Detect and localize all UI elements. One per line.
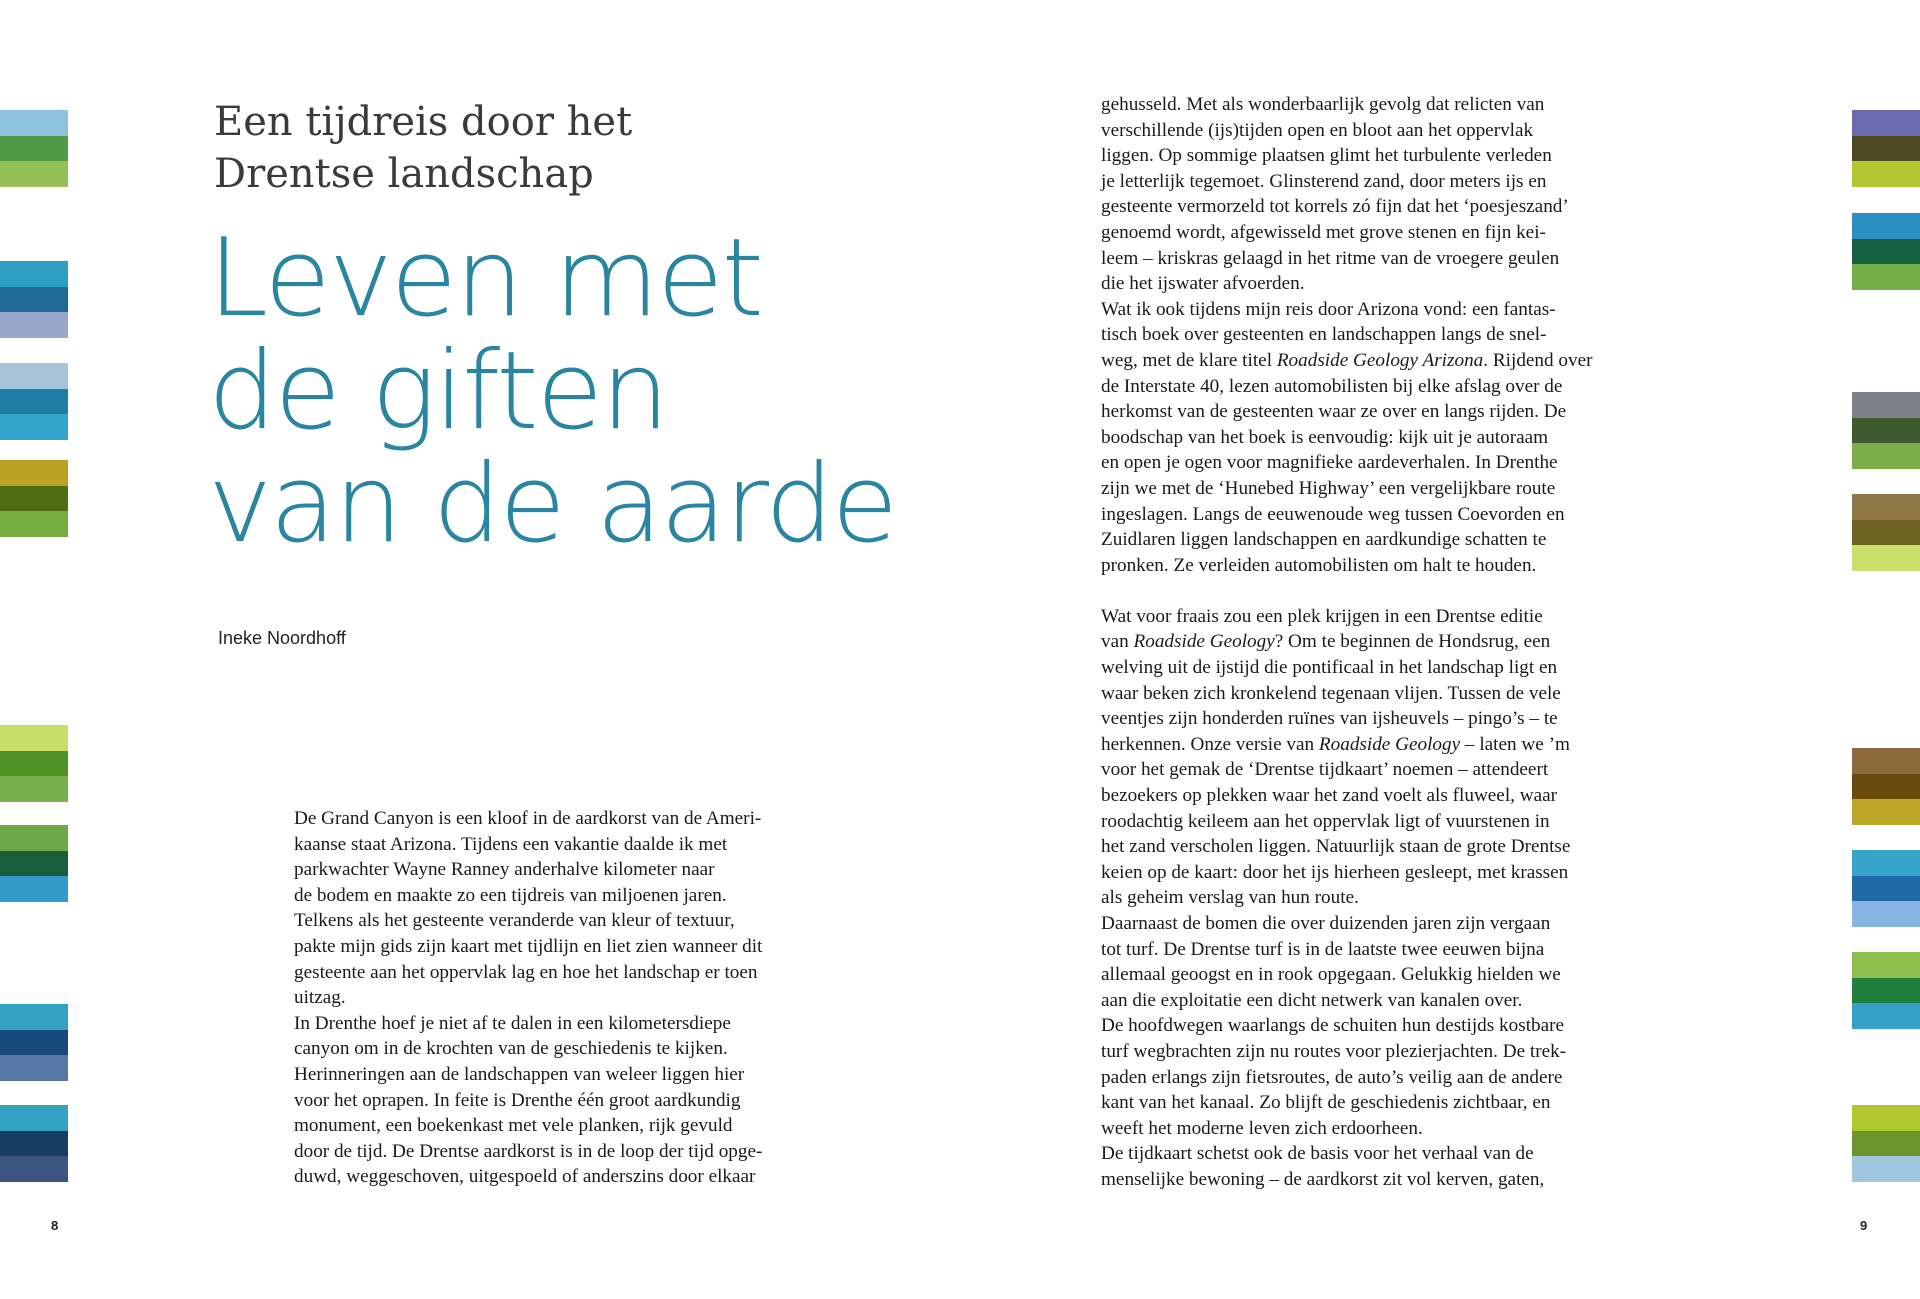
- body-line: [1101, 732, 1631, 758]
- author-name: Ineke Noordhoff: [218, 628, 346, 648]
- text-run: bezoekers op plekken waar het zand voelt als fluweel, waar: [1101, 785, 1558, 807]
- swatch-group: [1852, 110, 1920, 187]
- color-swatch: [0, 460, 68, 486]
- body-line: [1101, 629, 1631, 655]
- text-run: weeft het moderne leven zich erdoorheen.: [1101, 1117, 1423, 1139]
- swatch-group: [0, 261, 68, 338]
- color-swatch: [0, 161, 68, 187]
- body-line: [1101, 425, 1631, 451]
- swatch-group: [1852, 494, 1920, 571]
- color-swatch: [1852, 418, 1920, 444]
- text-run: verschillende (ijs)tijden open en bloot aan het oppervlak: [1101, 119, 1534, 141]
- body-line: [1101, 809, 1631, 835]
- color-swatch: [0, 1030, 68, 1056]
- color-swatch: [1852, 774, 1920, 800]
- color-swatch: [0, 1055, 68, 1081]
- text-run: aan die exploitatie een dicht netwerk van kanalen over.: [1101, 989, 1523, 1011]
- body-line: uitzag.: [294, 987, 346, 1009]
- body-line: [1101, 220, 1631, 246]
- body-line: [1101, 143, 1631, 169]
- color-swatch: [1852, 520, 1920, 546]
- text-run: genoemd wordt, afgewisseld met grove stenen en fijn kei-: [1101, 221, 1546, 243]
- body-line: [1101, 911, 1631, 937]
- body-line: de bodem en maakte zo een tijdreis van miljoenen jaren.: [294, 884, 727, 906]
- color-swatch: [1852, 876, 1920, 902]
- title-line: de giften: [208, 329, 668, 454]
- swatch-group: [0, 460, 68, 537]
- text-run: Wat voor fraais zou een plek krijgen in een Drentse editie: [1101, 605, 1543, 627]
- page-number-left: 8: [51, 1218, 59, 1233]
- color-swatch: [1852, 110, 1920, 136]
- body-line: [1101, 1065, 1631, 1091]
- body-line: De Grand Canyon is een kloof in de aardkorst van de Ameri-: [294, 808, 762, 829]
- kicker-heading: [214, 96, 754, 200]
- color-swatch: [0, 287, 68, 313]
- body-line: pakte mijn gids zijn kaart met tijdlijn en liet zien wanneer dit: [294, 935, 763, 957]
- body-line: [1101, 1013, 1631, 1039]
- body-line: [1101, 757, 1631, 783]
- color-swatch: [1852, 239, 1920, 265]
- text-run: pronken. Ze verleiden automobilisten om halt te houden.: [1101, 554, 1537, 576]
- color-swatch: [1852, 1003, 1920, 1029]
- body-line: kaanse staat Arizona. Tijdens een vakantie daalde ik met: [294, 833, 728, 855]
- text-run: . Rijdend over: [1483, 349, 1593, 371]
- swatch-group: [0, 363, 68, 440]
- text-run: de Interstate 40, lezen automobilisten bij elke afslag over de: [1101, 375, 1563, 397]
- body-line: [1101, 1116, 1631, 1142]
- color-swatch: [0, 486, 68, 512]
- text-run: weg, met de klare titel: [1101, 349, 1277, 371]
- body-line: parkwachter Wayne Ranney anderhalve kilometer naar: [294, 859, 715, 881]
- color-swatch: [1852, 494, 1920, 520]
- text-run: veentjes zijn honderden ruïnes van ijsheuvels – pingo’s – te: [1101, 708, 1558, 730]
- text-run: tot turf. De Drentse turf is in de laatste twee eeuwen bijna: [1101, 938, 1545, 960]
- body-line: [1101, 502, 1631, 528]
- text-run: herkomst van de gesteenten waar ze over en langs rijden. De: [1101, 401, 1567, 423]
- text-run: roodachtig keileem aan het oppervlak ligt of vuurstenen in: [1101, 810, 1550, 832]
- body-line: [1101, 937, 1631, 963]
- body-line: [1101, 374, 1631, 400]
- left-body-text: [294, 806, 824, 1190]
- text-run: Wat ik ook tijdens mijn reis door Arizona vond: een fantas-: [1101, 298, 1556, 320]
- color-swatch: [0, 511, 68, 537]
- article-title: [208, 216, 908, 567]
- body-line: [1101, 1039, 1631, 1065]
- body-line: [1101, 399, 1631, 425]
- color-swatch: [1852, 748, 1920, 774]
- body-line: [1101, 834, 1631, 860]
- body-line: [1101, 246, 1631, 272]
- color-swatch: [0, 312, 68, 338]
- body-line: Telkens als het gesteente veranderde van kleur of textuur,: [294, 910, 735, 932]
- color-swatch: [0, 1156, 68, 1182]
- kicker-line: Een tijdreis door het: [214, 99, 633, 145]
- text-run: welving uit de ijstijd die pontificaal in het landschap ligt en: [1101, 657, 1558, 679]
- text-run: voor het gemak de ‘Drentse tijdkaart’ noemen – attendeert: [1101, 759, 1549, 781]
- body-line: [1101, 297, 1631, 323]
- color-swatch: [0, 363, 68, 389]
- body-line: [1101, 860, 1631, 886]
- text-run: paden erlangs zijn fietsroutes, de auto’s veilig aan de andere: [1101, 1066, 1563, 1088]
- text-run: liggen. Op sommige plaatsen glimt het turbulente verleden: [1101, 145, 1552, 167]
- text-run: boodschap van het boek is eenvoudig: kijk uit je autoraam: [1101, 426, 1549, 448]
- body-line: [1101, 1090, 1631, 1116]
- color-swatch: [1852, 264, 1920, 290]
- title-line: van de aarde: [208, 442, 897, 567]
- body-line: [1101, 169, 1631, 195]
- body-line: [1101, 604, 1631, 630]
- swatch-group: [1852, 392, 1920, 469]
- text-run: als geheim verslag van hun route.: [1101, 887, 1359, 909]
- body-line: [1101, 783, 1631, 809]
- page-number-right: 9: [1860, 1218, 1868, 1233]
- text-run: tisch boek over gesteenten en landschappen langs de snel-: [1101, 324, 1547, 346]
- text-run: gesteente vermorzeld tot korrels zó fijn dat het ‘poesjeszand’: [1101, 196, 1569, 218]
- text-run: herkennen. Onze versie van: [1101, 733, 1319, 755]
- body-line: [1101, 348, 1631, 374]
- body-line: Herinneringen aan de landschappen van weleer liggen hier: [294, 1063, 745, 1085]
- book-title-italic: Roadside Geology Arizona: [1276, 349, 1484, 371]
- color-swatch: [1852, 901, 1920, 927]
- color-swatch: [0, 261, 68, 287]
- color-swatch: [0, 414, 68, 440]
- color-swatch: [0, 110, 68, 136]
- text-run: ingeslagen. Langs de eeuwenoude weg tussen Coevorden en: [1101, 503, 1565, 525]
- text-run: Zuidlaren liggen landschappen en aardkundige schatten te: [1101, 529, 1547, 551]
- title-line: Leven met: [208, 216, 762, 341]
- color-swatch: [0, 1105, 68, 1131]
- body-line: door de tijd. De Drentse aardkorst is in de loop der tijd opge-: [294, 1140, 763, 1162]
- body-line: [1101, 706, 1631, 732]
- text-run: het zand verscholen liggen. Natuurlijk staan de grote Drentse: [1101, 836, 1571, 858]
- swatch-group: [1852, 748, 1920, 825]
- text-run: je letterlijk tegemoet. Glinsterend zand, door meters ijs en: [1101, 170, 1547, 192]
- body-line: [1101, 885, 1631, 911]
- swatch-group: [0, 825, 68, 902]
- body-line: [1101, 194, 1631, 220]
- body-line: gesteente aan het oppervlak lag en hoe het landschap er toen: [294, 961, 758, 983]
- color-swatch: [0, 876, 68, 902]
- body-line: [1101, 118, 1631, 144]
- color-swatch: [0, 1131, 68, 1157]
- body-line: [1101, 681, 1631, 707]
- swatch-group: [0, 1105, 68, 1182]
- body-line: [1101, 1141, 1631, 1167]
- swatch-group: [1852, 1105, 1920, 1182]
- body-line: monument, een boekenkast met vele planken, rijk gevuld: [294, 1115, 733, 1137]
- color-swatch: [1852, 161, 1920, 187]
- body-line: [1101, 988, 1631, 1014]
- right-body-text: [1101, 92, 1631, 1193]
- color-swatch: [1852, 850, 1920, 876]
- text-run: De hoofdwegen waarlangs de schuiten hun destijds kostbare: [1101, 1015, 1565, 1037]
- body-line: [1101, 527, 1631, 553]
- text-run: leem – kriskras gelaagd in het ritme van de vroegere geulen: [1101, 247, 1560, 269]
- color-swatch: [1852, 978, 1920, 1004]
- text-run: Daarnaast de bomen die over duizenden jaren zijn vergaan: [1101, 913, 1551, 934]
- body-line: [1101, 450, 1631, 476]
- color-swatch: [1852, 443, 1920, 469]
- text-run: De tijdkaart schetst ook de basis voor het verhaal van de: [1101, 1143, 1534, 1165]
- body-line: duwd, weggeschoven, uitgespoeld of anderszins door elkaar: [294, 1166, 756, 1188]
- text-run: gehusseld. Met als wonderbaarlijk gevolg dat relicten van: [1101, 94, 1545, 115]
- text-run: waar beken zich kronkelend tegenaan vlijen. Tussen de vele: [1101, 682, 1561, 704]
- text-run: turf wegbrachten zijn nu routes voor plezierjachten. De trek-: [1101, 1040, 1567, 1062]
- swatch-group: [1852, 952, 1920, 1029]
- color-swatch: [1852, 952, 1920, 978]
- body-line: [1101, 1167, 1631, 1193]
- body-line: [1101, 962, 1631, 988]
- text-run: keien op de kaart: door het ijs hierheen gesleept, met krassen: [1101, 861, 1569, 883]
- book-title-italic: Roadside Geology: [1318, 733, 1461, 755]
- color-swatch: [1852, 1156, 1920, 1182]
- color-swatch: [0, 389, 68, 415]
- color-swatch: [0, 851, 68, 877]
- text-run: en open je ogen voor magnifieke aardeverhalen. In Drenthe: [1101, 452, 1558, 474]
- color-swatch: [1852, 1131, 1920, 1157]
- text-run: van: [1101, 631, 1134, 653]
- body-line: [1101, 271, 1631, 297]
- text-run: allemaal geoogst en in rook opgegaan. Gelukkig hielden we: [1101, 964, 1561, 986]
- color-swatch: [0, 825, 68, 851]
- color-swatch: [0, 725, 68, 751]
- swatch-group: [0, 1004, 68, 1081]
- body-line: [1101, 92, 1631, 118]
- body-line: [1101, 655, 1631, 681]
- color-swatch: [1852, 136, 1920, 162]
- color-swatch: [0, 1004, 68, 1030]
- color-swatch: [0, 751, 68, 777]
- swatch-group: [1852, 213, 1920, 290]
- body-line: canyon om in de krochten van de geschiedenis te kijken.: [294, 1038, 728, 1060]
- body-line: [1101, 476, 1631, 502]
- color-swatch: [1852, 545, 1920, 571]
- swatch-group: [1852, 850, 1920, 927]
- text-run: ? Om te beginnen de Hondsrug, een: [1274, 631, 1551, 653]
- color-swatch: [1852, 799, 1920, 825]
- body-line: In Drenthe hoef je niet af te dalen in een kilometersdiepe: [294, 1012, 731, 1034]
- paragraph-gap: [1101, 578, 1631, 604]
- kicker-line: Drentse landschap: [214, 151, 594, 197]
- text-run: menselijke bewoning – de aardkorst zit vol kerven, gaten,: [1101, 1168, 1545, 1190]
- body-line: [1101, 322, 1631, 348]
- text-run: – laten we ’m: [1460, 733, 1570, 755]
- text-run: kant van het kanaal. Zo blijft de geschiedenis zichtbaar, en: [1101, 1092, 1551, 1114]
- color-swatch: [1852, 213, 1920, 239]
- color-swatch: [0, 136, 68, 162]
- swatch-group: [0, 725, 68, 802]
- swatch-group: [0, 110, 68, 187]
- body-line: voor het oprapen. In feite is Drenthe één groot aardkundig: [294, 1089, 741, 1111]
- text-run: zijn we met de ‘Hunebed Highway’ een vergelijkbare route: [1101, 477, 1556, 499]
- book-title-italic: Roadside Geology: [1133, 631, 1275, 653]
- body-line: [1101, 553, 1631, 579]
- text-run: die het ijswater afvoerden.: [1101, 273, 1305, 295]
- color-swatch: [1852, 392, 1920, 418]
- color-swatch: [1852, 1105, 1920, 1131]
- color-swatch: [0, 776, 68, 802]
